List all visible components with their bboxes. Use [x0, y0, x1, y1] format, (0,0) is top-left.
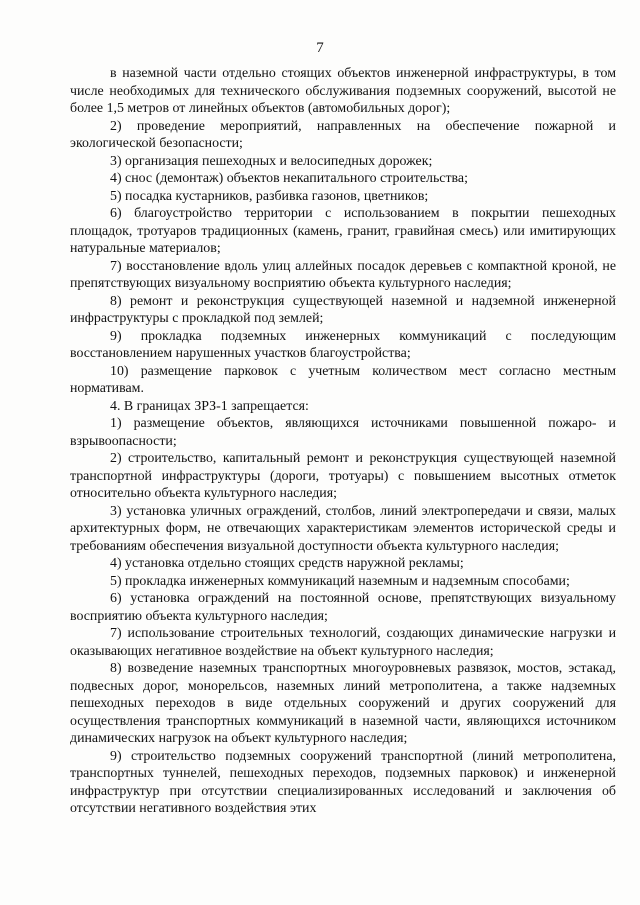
list-item: 1) размещение объектов, являющихся источниками повышенной пожаро- и взрывоопасности; [70, 416, 616, 449]
list-item: 6) установка ограждений на постоянной основе, препятствующих визуальному восприятию объекта культурного наследия; [70, 591, 616, 624]
list-item: 2) строительство, капитальный ремонт и реконструкция существующей наземной транспортной инфраструктуры (дороги, тротуары) с повышением высотных отметок относительно объекта культурного наследия; [70, 451, 616, 501]
list-item: 4) снос (демонтаж) объектов некапитального строительства; [110, 171, 468, 186]
paragraph: в наземной части отдельно стоящих объектов инженерной инфраструктуры, в том числе необходимых для технического обслуживания подземных сооружений, высотой не более 1,5 метров от линейных объектов (автомобильных дорог); [70, 66, 616, 116]
document-body [70, 65, 616, 818]
list-item: 5) посадка кустарников, разбивка газонов, цветников; [110, 188, 429, 204]
list-item: 7) использование строительных технологий, создающих динамические нагрузки и оказывающих негативное воздействие на объект культурного наследия; [70, 626, 616, 659]
list-item: 6) благоустройство территории с использованием в покрытии пешеходных площадок, тротуаров традиционных (камень, гранит, гравийная смесь) или имитирующих натуральные материалов; [70, 206, 616, 256]
list-item: 3) организация пешеходных и велосипедных дорожек; [110, 153, 433, 169]
list-item: 8) возведение наземных транспортных многоуровневых развязок, мостов, эстакад, подвесных дорог, монорельсов, наземных линий метрополитена, а также надземных пешеходных переходов в виде отдельных сооружений и других сооружений для осуществления транспортных коммуникаций в наземной части, являющихся источником динамических нагрузок на объект культурного наследия; [70, 661, 616, 746]
section-heading: 4. В границах ЗРЗ-1 запрещается: [110, 398, 309, 414]
list-item: 9) прокладка подземных инженерных коммуникаций с последующим восстановлением нарушенных участков благоустройства; [70, 328, 616, 361]
list-item: 10) размещение парковок с учетным количеством мест согласно местным нормативам. [70, 363, 616, 396]
list-item: 4) установка отдельно стоящих средств наружной рекламы; [110, 556, 464, 571]
page-number: 7 [316, 40, 324, 56]
list-item: 2) проведение мероприятий, направленных на обеспечение пожарной и экологической безопасности; [70, 118, 616, 151]
list-item: 7) восстановление вдоль улиц аллейных посадок деревьев с компактной кроной, не препятствующих визуальному восприятию объекта культурного наследия; [70, 258, 616, 291]
list-item: 9) строительство подземных сооружений транспортной (линий метрополитена, транспортных туннелей, пешеходных переходов, подземных парковок) и инженерной инфраструктур при отсутствии специализированных исследований и заключения об отсутствии негативного воздействия этих [70, 748, 616, 816]
list-item: 8) ремонт и реконструкция существующей наземной и надземной инженерной инфраструктуры с прокладкой под землей; [70, 293, 616, 326]
list-item: 5) прокладка инженерных коммуникаций наземным и надземным способами; [110, 573, 570, 589]
list-item: 3) установка уличных ограждений, столбов, линий электропередачи и связи, малых архитектурных форм, не отвечающих характеристикам элементов исторической среды и требованиям обеспечения визуальной доступности объекта культурного наследия; [70, 503, 616, 554]
